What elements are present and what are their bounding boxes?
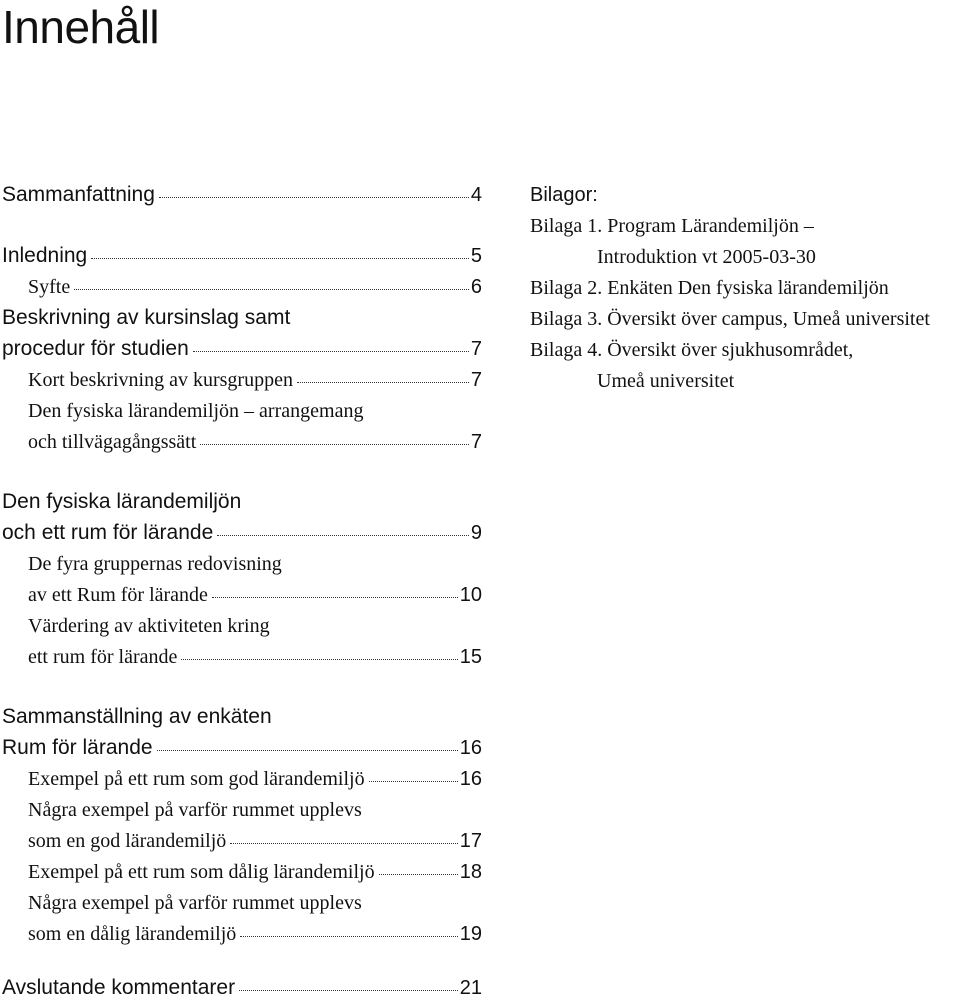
- toc-entry[interactable]: [2, 733, 482, 763]
- toc-entry-text: Exempel på ett rum som god lärandemiljö: [28, 768, 365, 790]
- dot-leader: [157, 750, 458, 751]
- toc-entry[interactable]: [2, 180, 482, 210]
- toc-page-number: 7: [470, 338, 482, 360]
- toc-entry-text: och tillvägagångssätt: [28, 431, 197, 453]
- toc-entry-text: som en dålig lärandemiljö: [28, 923, 237, 945]
- toc-entry[interactable]: [28, 272, 482, 302]
- toc-page-number: 18: [459, 861, 482, 883]
- toc-entry[interactable]: [28, 427, 482, 457]
- appendix-item[interactable]: Bilaga 1. Program Lärandemiljön –: [530, 215, 814, 237]
- dot-leader: [159, 197, 469, 198]
- appendix-heading: Bilagor:: [530, 184, 598, 206]
- dot-leader: [212, 597, 458, 598]
- toc-entry-text: som en god lärandemiljö: [28, 830, 227, 852]
- appendix-item-continuation: Umeå universitet: [597, 370, 735, 392]
- toc-page-number: 19: [459, 923, 482, 945]
- toc-entry-text: av ett Rum för lärande: [28, 584, 208, 606]
- toc-page-number: 16: [459, 737, 482, 759]
- toc-entry[interactable]: [28, 826, 482, 856]
- toc-entry-text: Den fysiska lärandemiljön: [2, 490, 242, 513]
- toc-page-number: 9: [470, 522, 482, 544]
- toc-entry-text: Inledning: [2, 244, 88, 267]
- toc-entry-text: Kort beskrivning av kursgruppen: [28, 369, 293, 391]
- dot-leader: [230, 843, 457, 844]
- toc-entry[interactable]: [2, 334, 482, 364]
- toc-page-number: 17: [459, 830, 482, 852]
- toc-page-number: 6: [470, 276, 482, 298]
- dot-leader: [379, 874, 458, 875]
- dot-leader: [74, 289, 469, 290]
- toc-page-number: 7: [470, 431, 482, 453]
- appendix-item[interactable]: Bilaga 3. Översikt över campus, Umeå universitet: [530, 308, 930, 330]
- toc-entry-text: De fyra gruppernas redovisning: [28, 553, 282, 575]
- toc-entry-text: ett rum för lärande: [28, 646, 178, 668]
- toc-entry[interactable]: [28, 764, 482, 794]
- toc-page-number: 7: [470, 369, 482, 391]
- dot-leader: [181, 659, 457, 660]
- toc-entry[interactable]: [28, 642, 482, 672]
- appendix-item[interactable]: Bilaga 2. Enkäten Den fysiska lärandemiljön: [530, 277, 889, 299]
- dot-leader: [297, 382, 469, 383]
- toc-entry[interactable]: [2, 241, 482, 271]
- dot-leader: [217, 535, 469, 536]
- toc-entry-text: och ett rum för lärande: [2, 521, 214, 544]
- toc-entry-text: Beskrivning av kursinslag samt: [2, 306, 291, 329]
- toc-page-number: 21: [459, 977, 482, 999]
- appendix-item-continuation: Introduktion vt 2005-03-30: [597, 246, 816, 268]
- toc-entry-text: Några exempel på varför rummet upplevs: [28, 892, 362, 914]
- toc-entry-text: Sammanställning av enkäten: [2, 705, 272, 728]
- toc-entry-text: Avslutande kommentarer: [2, 976, 236, 999]
- toc-entry-text: Syfte: [28, 276, 71, 298]
- toc-entry-text: Rum för lärande: [2, 736, 153, 759]
- toc-entry-text: Exempel på ett rum som dålig lärandemiljö: [28, 861, 375, 883]
- toc-entry-text: procedur för studien: [2, 337, 189, 360]
- toc-page-number: 15: [459, 646, 482, 668]
- toc-entry[interactable]: [28, 919, 482, 949]
- toc-entry-text: Sammanfattning: [2, 183, 155, 206]
- toc-page-number: 10: [459, 584, 482, 606]
- appendix-item[interactable]: Bilaga 4. Översikt över sjukhusområdet,: [530, 339, 854, 361]
- toc-entry[interactable]: [28, 365, 482, 395]
- dot-leader: [91, 258, 469, 259]
- dot-leader: [240, 936, 457, 937]
- toc-entry[interactable]: [2, 973, 482, 1003]
- dot-leader: [200, 444, 469, 445]
- toc-entry[interactable]: [2, 518, 482, 548]
- toc-page-number: 16: [459, 768, 482, 790]
- dot-leader: [369, 781, 458, 782]
- toc-entry-text: Några exempel på varför rummet upplevs: [28, 799, 362, 821]
- page-title: Innehåll: [2, 1, 160, 53]
- dot-leader: [239, 990, 458, 991]
- toc-page-number: 4: [470, 184, 482, 206]
- toc-page-number: 5: [470, 245, 482, 267]
- toc-entry-text: Värdering av aktiviteten kring: [28, 615, 270, 637]
- toc-entry-text: Den fysiska lärandemiljön – arrangemang: [28, 400, 364, 422]
- toc-entry[interactable]: [28, 580, 482, 610]
- dot-leader: [193, 351, 469, 352]
- toc-entry[interactable]: [28, 857, 482, 887]
